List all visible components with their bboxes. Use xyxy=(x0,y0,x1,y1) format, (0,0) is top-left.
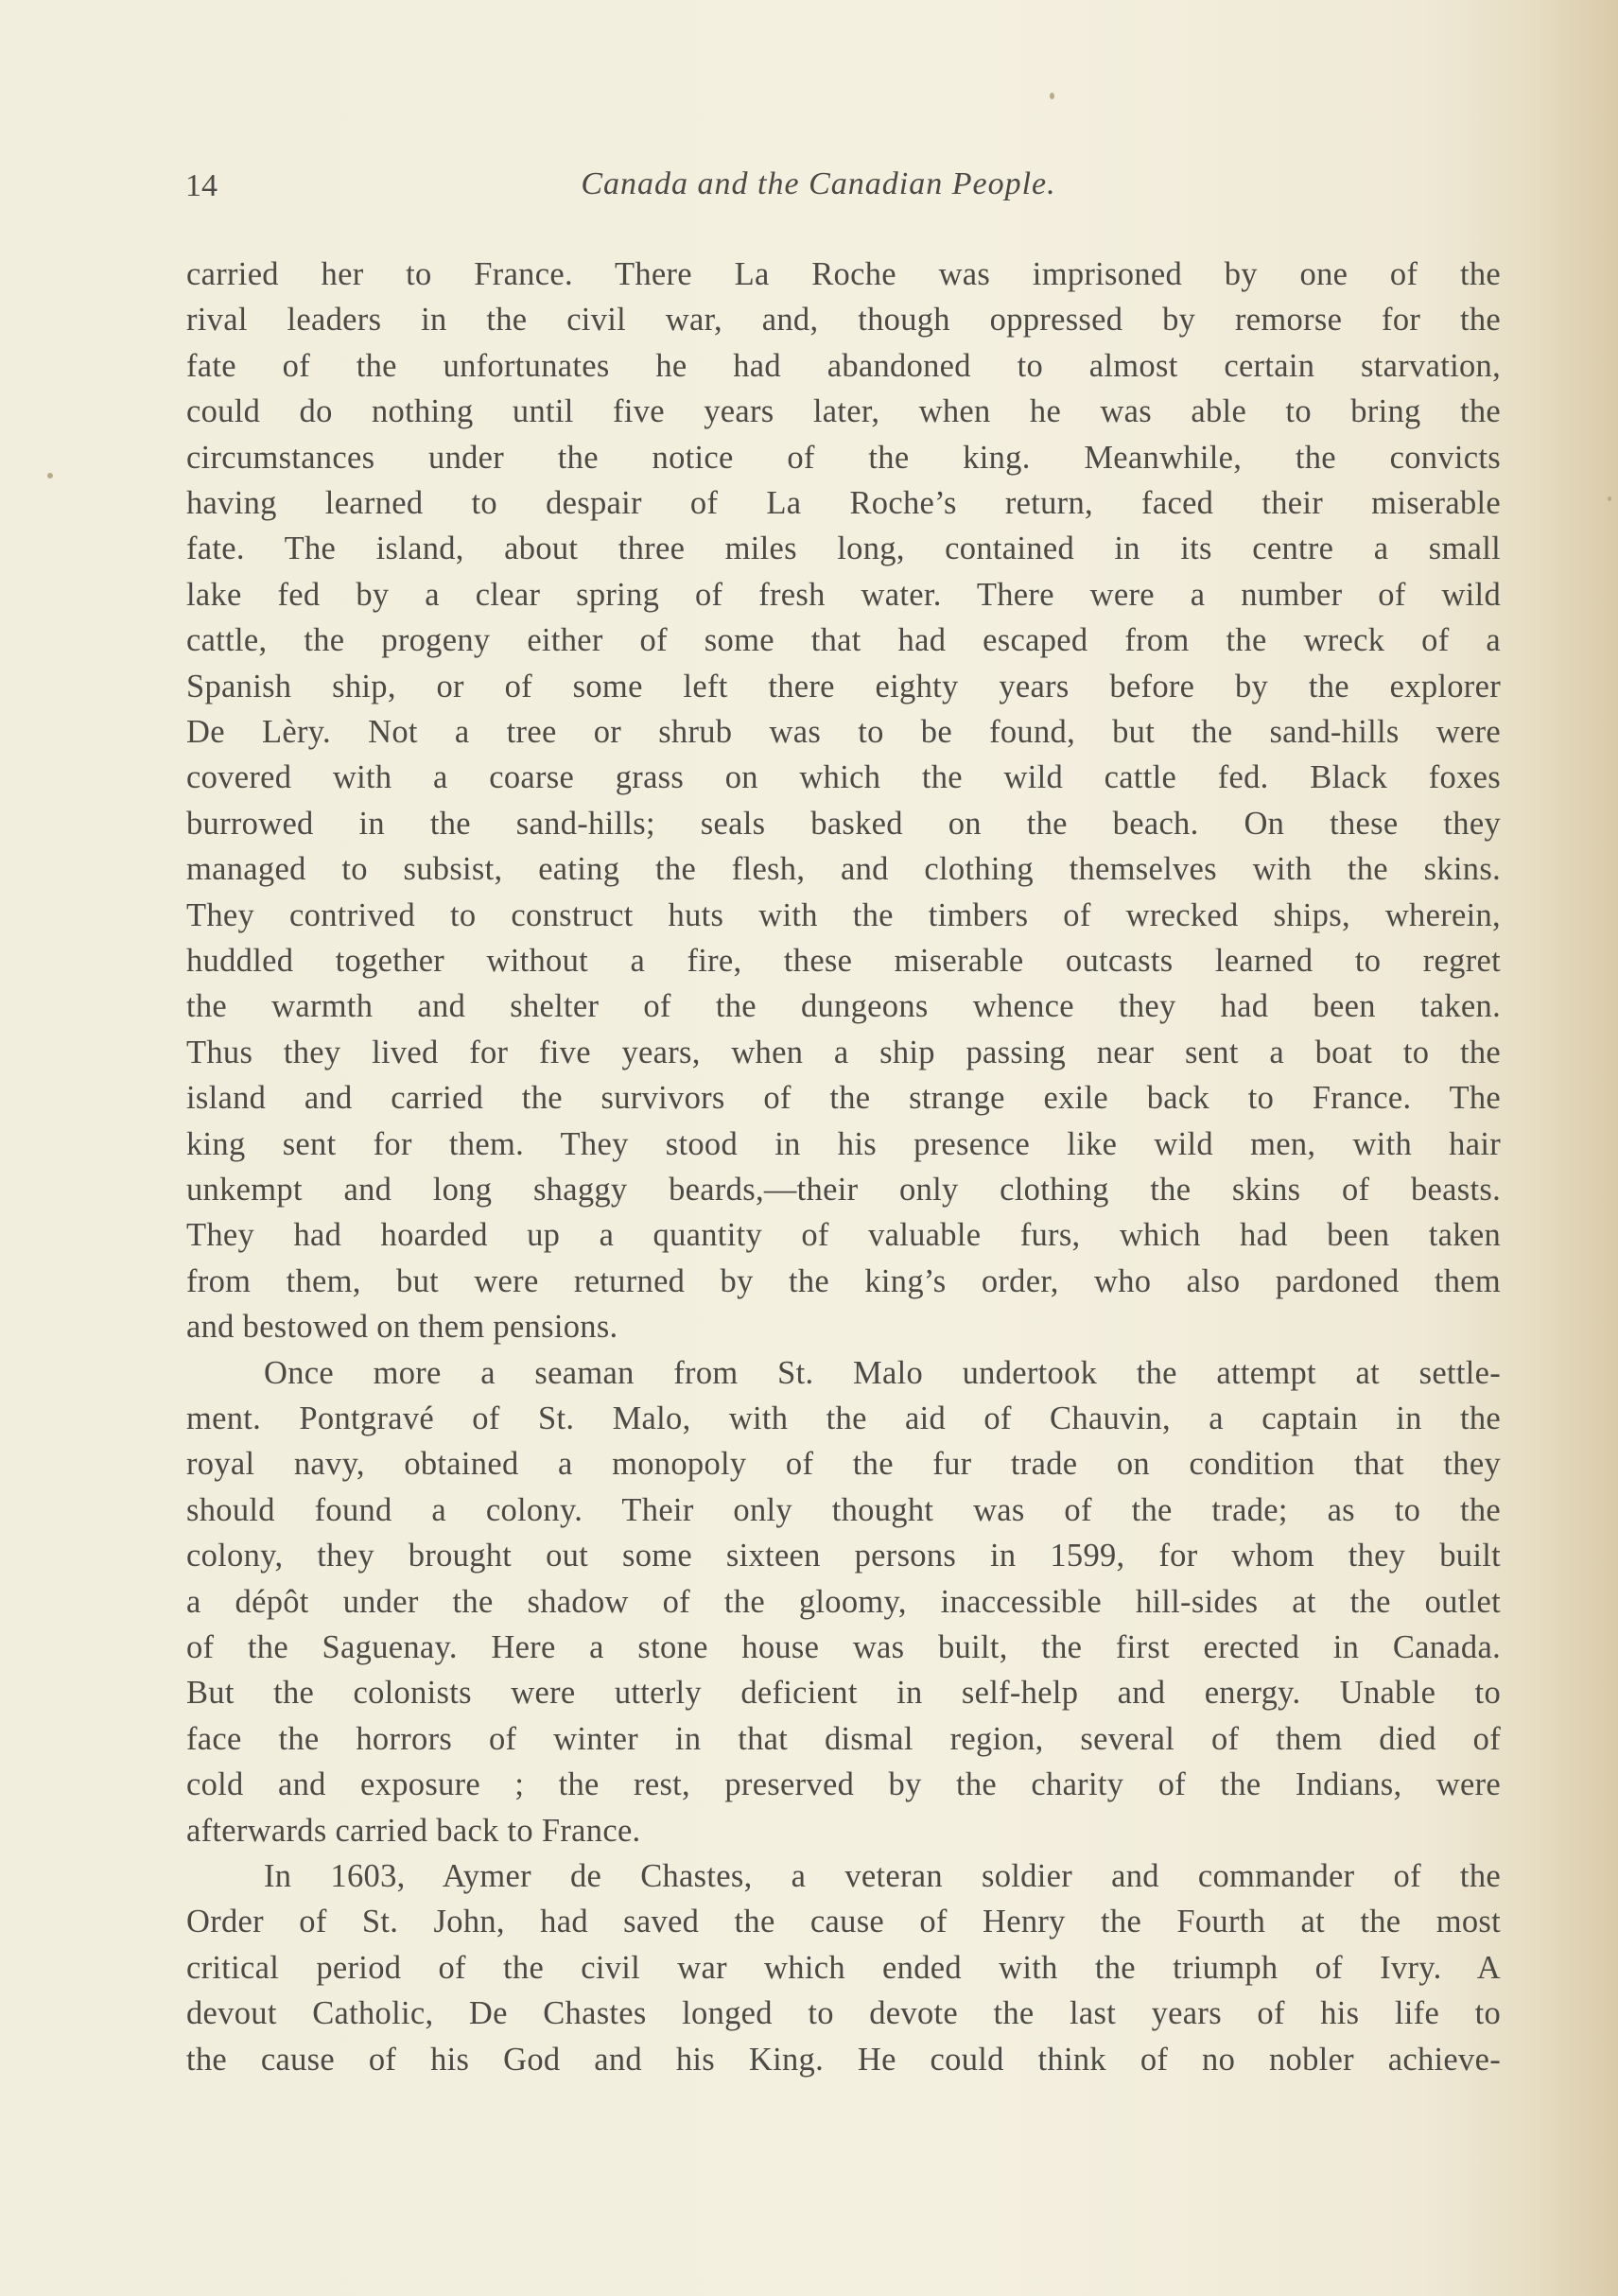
text-line: a dépôt under the shadow of the gloomy, inaccessible hill-sides at the outlet xyxy=(186,1583,1501,1620)
text-line: Order of St. John, had saved the cause of Henry the Fourth at the most xyxy=(186,1904,1501,1940)
text-line: fate. The island, about three miles long, contained in its centre a small xyxy=(186,531,1501,567)
text-line: could do nothing until five years later, when he was able to bring the xyxy=(186,393,1501,430)
text-line: of the Saguenay. Here a stone house was built, the first erected in Canada. xyxy=(186,1629,1501,1665)
text-line: carried her to France. There La Roche was imprisoned by one of the xyxy=(186,256,1501,292)
text-line: devout Catholic, De Chastes longed to devote the last years of his life to xyxy=(186,1995,1501,2032)
text-line: circumstances under the notice of the king. Meanwhile, the convicts xyxy=(186,439,1501,476)
paper-speck xyxy=(47,473,53,478)
text-line: burrowed in the sand-hills; seals basked on the beach. On these they xyxy=(186,805,1501,842)
text-line: unkempt and long shaggy beards,—their only clothing the skins of beasts. xyxy=(186,1172,1501,1208)
text-line: rival leaders in the civil war, and, though oppressed by remorse for the xyxy=(186,302,1501,339)
text-line: They contrived to construct huts with the timbers of wrecked ships, wherein, xyxy=(186,896,1501,933)
text-line: afterwards carried back to France. xyxy=(186,1812,641,1849)
text-line: cold and exposure ; the rest, preserved by the charity of the Indians, were xyxy=(186,1766,1501,1803)
text-line: from them, but were returned by the king’s order, who also pardoned them xyxy=(186,1262,1501,1299)
text-line: Spanish ship, or of some left there eighty years before by the explorer xyxy=(186,668,1501,704)
text-line: Once more a seaman from St. Malo undertook the attempt at settle- xyxy=(264,1354,1501,1391)
text-line: Thus they lived for five years, when a ship passing near sent a boat to the xyxy=(186,1034,1501,1070)
text-line: having learned to despair of La Roche’s return, faced their miserable xyxy=(186,485,1501,521)
text-line: De Lèry. Not a tree or shrub was to be found, but the sand-hills were xyxy=(186,714,1501,750)
text-line: covered with a coarse grass on which the wild cattle fed. Black foxes xyxy=(186,759,1501,796)
text-line: critical period of the civil war which ended with the triumph of Ivry. A xyxy=(186,1949,1501,1986)
paper-speck xyxy=(1050,93,1054,99)
text-line: the warmth and shelter of the dungeons whence they had been taken. xyxy=(186,988,1501,1025)
text-line: fate of the unfortunates he had abandoned to almost certain starvation, xyxy=(186,347,1501,384)
text-line: king sent for them. They stood in his presence like wild men, with hair xyxy=(186,1125,1501,1162)
text-line: the cause of his God and his King. He could think of no nobler achieve- xyxy=(186,2041,1501,2078)
text-line: should found a colony. Their only thought was of the trade; as to the xyxy=(186,1491,1501,1528)
paper-speck xyxy=(1608,496,1611,501)
text-line: But the colonists were utterly deficient in self-help and energy. Unable to xyxy=(186,1675,1501,1712)
text-line: royal navy, obtained a monopoly of the fur trade on condition that they xyxy=(186,1446,1501,1483)
text-line: island and carried the survivors of the strange exile back to France. The xyxy=(186,1080,1501,1117)
text-line: cattle, the progeny either of some that had escaped from the wreck of a xyxy=(186,622,1501,659)
text-line: lake fed by a clear spring of fresh water. There were a number of wild xyxy=(186,576,1501,613)
running-title: Canada and the Canadian People. xyxy=(581,166,1056,201)
text-line: managed to subsist, eating the flesh, and clothing themselves with the skins. xyxy=(186,851,1501,888)
text-line: face the horrors of winter in that dismal region, several of them died of xyxy=(186,1720,1501,1757)
text-line: In 1603, Aymer de Chastes, a veteran soldier and commander of the xyxy=(264,1858,1501,1894)
page-number: 14 xyxy=(185,168,217,203)
text-line: huddled together without a fire, these miserable outcasts learned to regret xyxy=(186,943,1501,979)
text-line: and bestowed on them pensions. xyxy=(186,1309,618,1346)
text-line: ment. Pontgravé of St. Malo, with the aid of Chauvin, a captain in the xyxy=(186,1400,1501,1436)
text-line: They had hoarded up a quantity of valuable furs, which had been taken xyxy=(186,1217,1501,1254)
text-line: colony, they brought out some sixteen persons in 1599, for whom they built xyxy=(186,1538,1501,1574)
